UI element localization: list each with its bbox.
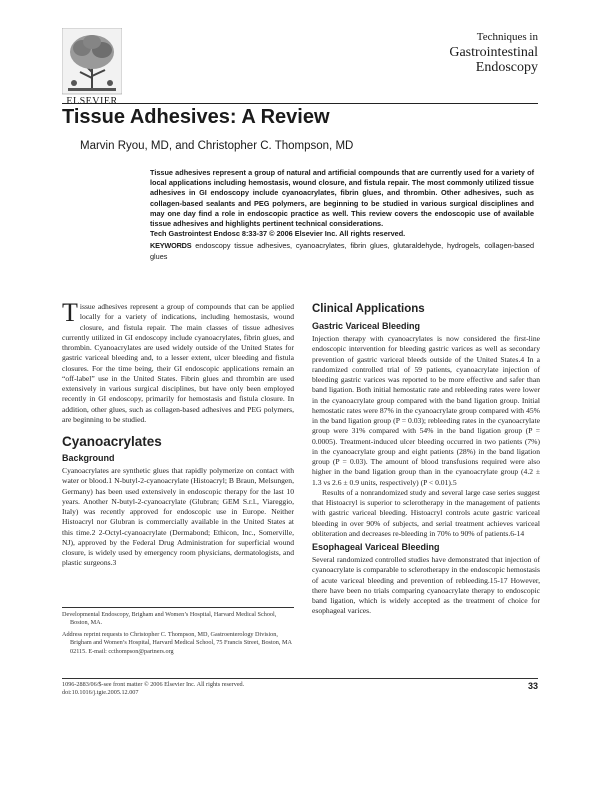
intro-text: issue adhesives represent a group of compounds that can be applied locally for a variety of indications, including hemostasis, wound closure, and fistula repair. The main classes of tissue adhesives currently utilized in GI endoscopy include cyanoacrylates, fibrin glues, and thrombin. Cyanoacrylates are used widely outside of the United States for gastric variceal bleeding and, to a lesser extent, ulcer bleeding and fistula closures. For the time being, their GI endoscopic applications remain an “off-label” use in the United States. Fibrin glues and thrombin are used extensively in various surgical disciplines, but have only been employed recently in GI endoscopy, primarily for hemostasis and fistula closure. In addition, other glues, such as collagen-based adhesives and PEG polymers, are beginning to be studied. bbox=[62, 302, 294, 424]
affiliation-footnote: Developmental Endoscopy, Brigham and Women’s Hospital, Harvard Medical School, Boston, MA. bbox=[62, 611, 277, 627]
page-number: 33 bbox=[527, 681, 538, 691]
subsection-heading: Esophageal Variceal Bleeding bbox=[312, 542, 440, 552]
abstract-citation: Tech Gastrointest Endosc 8:33-37 © 2006 Elsevier Inc. All rights reserved. bbox=[150, 229, 406, 239]
journal-title-line: Gastrointestinal bbox=[449, 45, 538, 60]
subsection-heading: Gastric Variceal Bleeding bbox=[312, 321, 421, 331]
journal-title bbox=[388, 30, 538, 75]
body-paragraph: Results of a nonrandomized study and several large case series suggest that Histoacryl is superior to sclerotherapy in the management of patients with gastric variceal bleeding. Histoacryl controls acute gastric variceal bleeding in over 90% of subjects, and serial treatment achieves variceal obliteration and decreases re-bleeding in 70% to 90% of patients.6-14 bbox=[312, 487, 540, 538]
correspondence-footnote: Address reprint requests to Christopher C. Thompson, MD, Gastroenterology Division, Brigham and Women’s Hospital, Harvard Medical School, 75 Francis Street, Boston, MA 02115. E-mail: ccthompson@partners.org bbox=[62, 630, 292, 655]
body-paragraph: Cyanoacrylates are synthetic glues that rapidly polymerize on contact with water or blood.1 N-butyl-2-cyanoacrylate (Histoacryl; B Braun, Melsungen, Germany) has been used extensively in endoscopic therapy for the last 10 years. Another N-butyl-2-cyanoacrylate (Glubran; GEM S.r.l., Viareggio, Italy) was recently approved for endoscopic use in Europe. Neither Histoacryl nor Glubran is commercially available in the United States at this time.2 2-Octyl-cyanoacrylate (Dermabond; Ethicon, Inc., Somerville, NJ), approved by the Federal Drug Administration for superficial wound closure, is widely used by emergency room physicians, dermatologists, and plastic surgeons.3 bbox=[62, 466, 294, 568]
abstract-text: Tissue adhesives represent a group of natural and artificial compounds that are currently used for a variety of local applications including hemostasis, wound closure, and fistula repair. The most commonly utilized tissue adhesives in GI endoscopy include cyanoacrylates, fibrin glues, and thrombin. Other adhesives, such as collagen-based sealants and PEG polymers, are beginning to be studied in various surgical disciplines and may one day find a role in endoscopic practice as well. This review covers the endoscopic use of available tissue adhesives and highlights pertinent technical considerations. bbox=[150, 168, 534, 229]
body-paragraph: Several randomized controlled studies have demonstrated that injection of cyanoacrylate is comparable to sclerotherapy in the endoscopic hemostasis of acute variceal bleeding and prevention of rebleeding.15-17 However, there have been no trials comparing cyanoacrylate therapy to endoscopic band ligation, which is widely accepted as the treatment of choice for esophageal varices. bbox=[312, 555, 540, 616]
keywords bbox=[150, 241, 534, 261]
article-title: Tissue Adhesives: A Review bbox=[62, 106, 330, 128]
publisher-name: ELSEVIER bbox=[66, 96, 118, 107]
section-heading: Clinical Applications bbox=[312, 303, 425, 315]
footnotes bbox=[62, 611, 294, 659]
header-divider bbox=[62, 103, 538, 104]
abstract bbox=[150, 168, 534, 262]
doi-line: doi:10.1016/j.tgie.2005.12.007 bbox=[62, 689, 139, 697]
footnote-divider bbox=[62, 607, 294, 608]
article-authors: Marvin Ryou, MD, and Christopher C. Thompson, MD bbox=[80, 140, 354, 152]
elsevier-tree-logo-icon bbox=[62, 28, 122, 102]
keywords-label: KEYWORDS bbox=[150, 241, 192, 251]
journal-title-line: Techniques in bbox=[476, 31, 538, 43]
copyright-line: 1096-2883/06/$-see front matter © 2006 Elsevier Inc. All rights reserved. bbox=[62, 681, 245, 688]
journal-title-line: Endoscopy bbox=[475, 60, 538, 75]
keywords-text: endoscopy tissue adhesives, cyanoacrylates, fibrin glues, glutaraldehyde, hydrogels, collagen-based glues bbox=[150, 241, 534, 261]
body-paragraph: Injection therapy with cyanoacrylates is now considered the first-line endoscopic intervention for bleeding gastric varices as well as secondary prevention of gastric variceal bleeds outside of the United States.4 In a randomized controlled trial of 59 patients, cyanoacrylate injection of bleeding gastric varices was reported to be more effective and safer than band ligation. Both initial hemostatic rate and rebleeding rates were lower in the cyanoacrylate group compared with the band ligation group. Initial hemostatic rates were 87% in the cyanoacrylate group compared with 45% in the band ligation group (P = 0.03); rebleeding rates in the cyanoacrylate group were 31% compared with 54% in the band ligation group (P = 0.0005). Treatment-induced ulcer bleeding occurred in two patients (7%) in the cyanoacrylate group and eight patients (28%) in the band ligation group (P = 0.03). The amount of blood transfusions required were also higher in the band ligation group than in the cyanoacrylate group (4.2 ± 1.3 vs 2.6 ± 0.9 units, respectively) (P < 0.01).5 bbox=[312, 334, 540, 487]
section-heading: Cyanoacrylates bbox=[62, 434, 162, 449]
left-column bbox=[62, 298, 294, 569]
copyright-footer bbox=[62, 681, 244, 698]
subsection-heading: Background bbox=[62, 453, 115, 463]
footer-divider bbox=[62, 678, 538, 679]
right-column bbox=[312, 302, 540, 617]
drop-cap: T bbox=[62, 298, 78, 327]
intro-paragraph bbox=[62, 298, 294, 425]
